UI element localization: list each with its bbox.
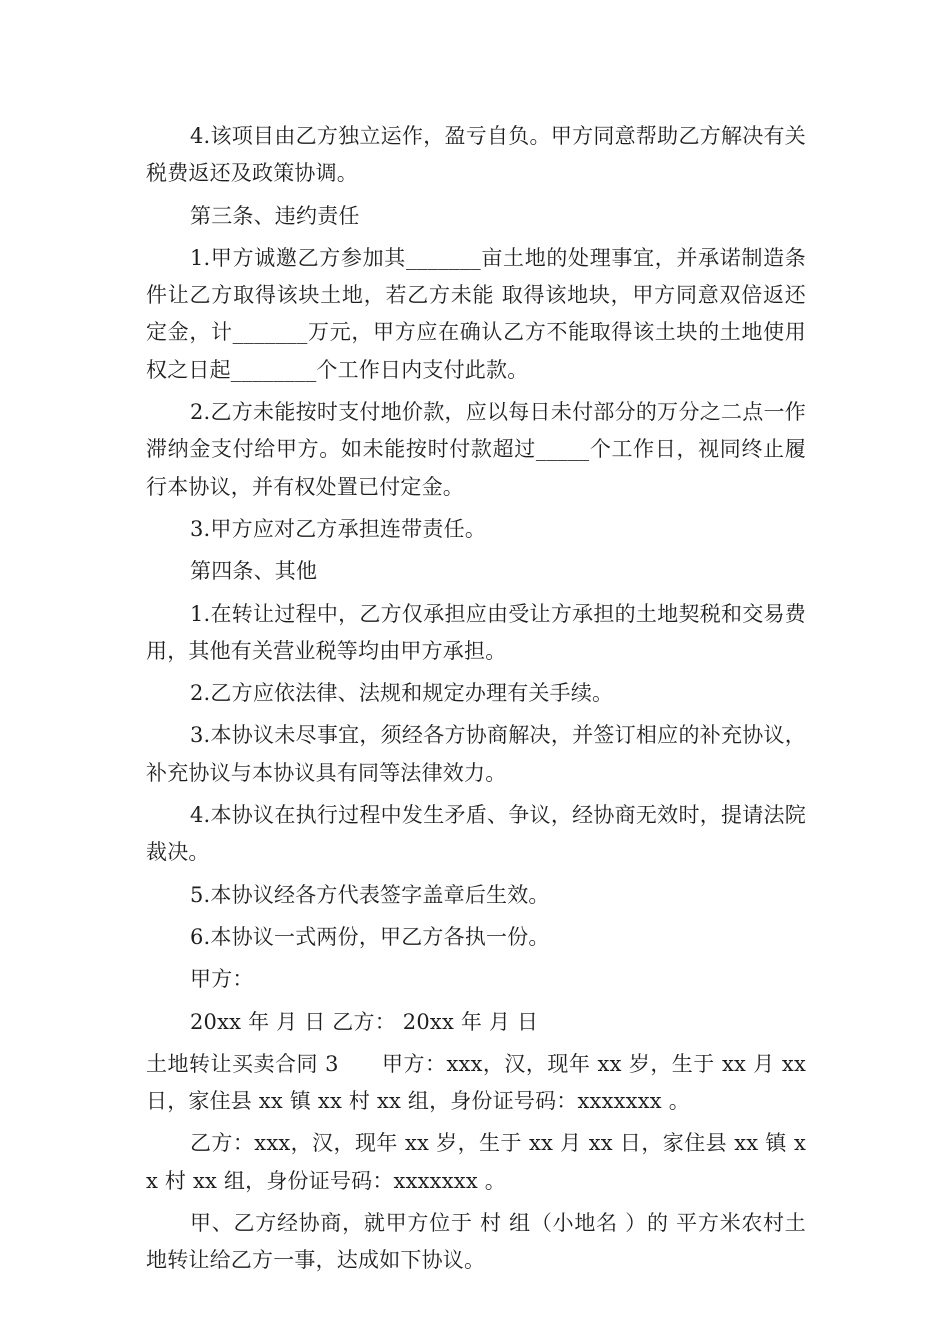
paragraph-liability-2: 2.乙方未能按时支付地价款，应以每日未付部分的万分之二点一作滞纳金支付给甲方。如未能按时付款超过_____个工作日，视同终止履行本协议，并有权处置已付定金。 xyxy=(146,400,806,499)
paragraph-other-3: 3.本协议未尽事宜，须经各方协商解决，并签订相应的补充协议，补充协议与本协议具有同等法律效力。 xyxy=(146,723,806,785)
paragraph-other-4: 4.本协议在执行过程中发生矛盾、争议，经协商无效时，提请法院裁决。 xyxy=(146,803,806,865)
document-body xyxy=(146,118,806,1280)
heading-article-4-other: 第四条、其他 xyxy=(190,559,318,584)
paragraph-other-2: 2.乙方应依法律、法规和规定办理有关手续。 xyxy=(190,681,614,706)
heading-article-3-liability: 第三条、违约责任 xyxy=(190,203,360,228)
paragraph-other-5: 5.本协议经各方代表签字盖章后生效。 xyxy=(190,882,550,907)
paragraph-other-6: 6.本协议一式两份，甲乙方各执一份。 xyxy=(190,924,550,949)
contract-3-party-a: 土地转让买卖合同 3 甲方：xxx，汉，现年 xx 岁，生于 xx 月 xx 日，家住县 xx 镇 xx 村 xx 组，身份证号码：xxxxxxx 。 xyxy=(146,1051,806,1114)
paragraph-liability-1: 1.甲方诚邀乙方参加其_______亩土地的处理事宜，并承诺制造条件让乙方取得该块土地，若乙方未能 取得该地块，甲方同意双倍返还定金，计_______万元，甲方应在确认乙方不能取得该土块的土地使用权之日起________个工作日内支付此款。 xyxy=(146,245,806,382)
signature-party-a: 甲方： xyxy=(190,967,254,992)
signature-dates: 20xx 年 月 日 乙方： 20xx 年 月 日 xyxy=(190,1009,539,1034)
contract-3-agreement-intro: 甲、乙方经协商，就甲方位于 村 组（小地名 ）的 平方米农村土地转让给乙方一事，达成如下协议。 xyxy=(146,1211,806,1273)
paragraph-other-1: 1.在转让过程中，乙方仅承担应由受让方承担的土地契税和交易费用，其他有关营业税等均由甲方承担。 xyxy=(146,601,806,663)
contract-3-party-b: 乙方：xxx，汉，现年 xx 岁，生于 xx 月 xx 日，家住县 xx 镇 xx 村 xx 组，身份证号码：xxxxxxx 。 xyxy=(146,1131,806,1193)
paragraph-liability-3: 3.甲方应对乙方承担连带责任。 xyxy=(190,516,487,541)
paragraph-clause-4-operation: 4.该项目由乙方独立运作，盈亏自负。甲方同意帮助乙方解决有关税费返还及政策协调。 xyxy=(146,124,806,186)
